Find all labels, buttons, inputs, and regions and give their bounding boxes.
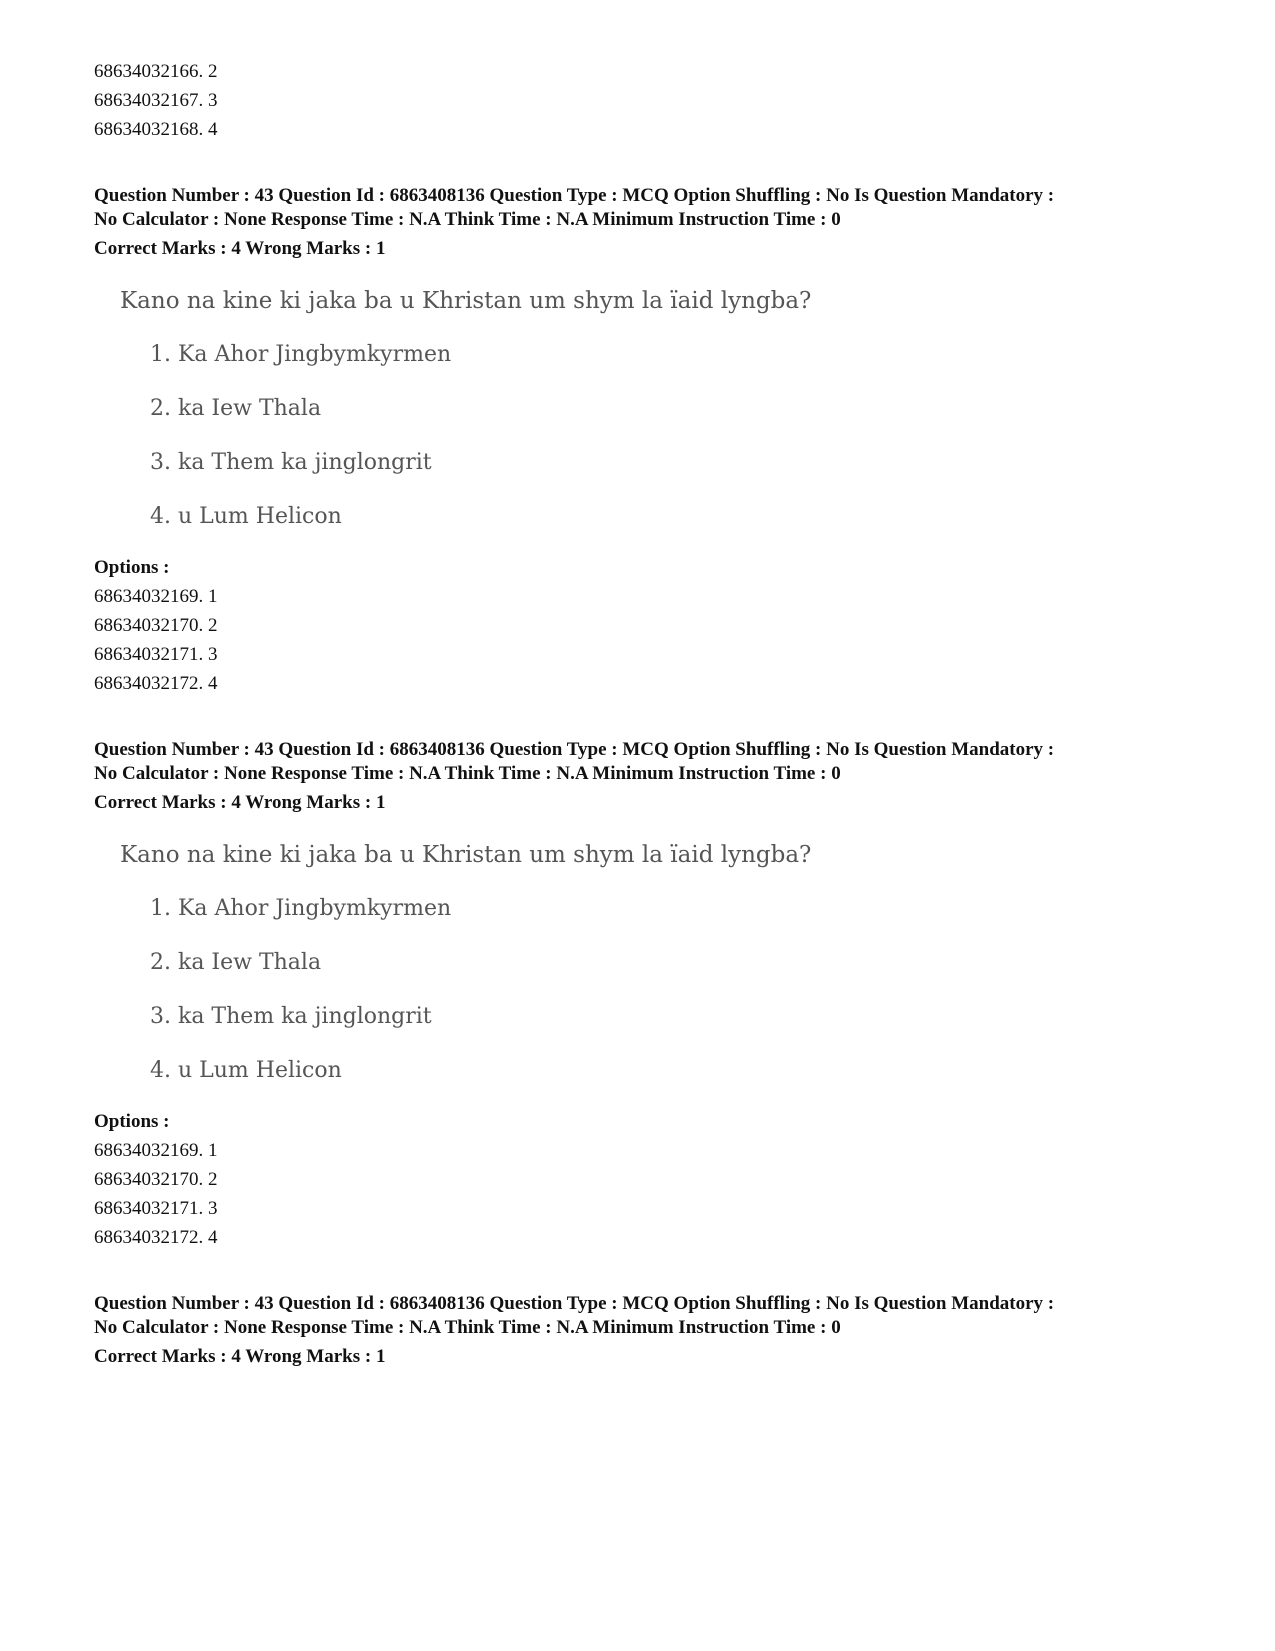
question-text: Kano na kine ki jaka ba u Khristan um shym la ïaid lyngba? xyxy=(120,288,812,314)
question-choice: 4. u Lum Helicon xyxy=(150,504,342,529)
question-meta xyxy=(94,1292,1214,1340)
question-image xyxy=(112,834,812,1086)
question-choice: 4. u Lum Helicon xyxy=(150,1058,342,1083)
question-meta xyxy=(94,738,1214,786)
question-choice: 2. ka Iew Thala xyxy=(150,950,322,975)
option-line: 68634032166. 2 xyxy=(94,61,218,82)
options-label: Options : xyxy=(94,557,170,578)
option-line: 68634032169. 1 xyxy=(94,586,218,607)
option-line: 68634032171. 3 xyxy=(94,644,218,665)
question-marks: Correct Marks : 4 Wrong Marks : 1 xyxy=(94,238,386,259)
question-meta-line: Question Number : 43 Question Id : 6863408136 Question Type : MCQ Option Shuffling : No Is Question Mandatory : xyxy=(94,739,1055,760)
option-line: 68634032168. 4 xyxy=(94,119,218,140)
option-line: 68634032172. 4 xyxy=(94,1227,218,1248)
question-meta-line: Question Number : 43 Question Id : 6863408136 Question Type : MCQ Option Shuffling : No Is Question Mandatory : xyxy=(94,1293,1055,1314)
question-image xyxy=(112,280,812,532)
question-choice: 1. Ka Ahor Jingbymkyrmen xyxy=(150,896,452,921)
question-text: Kano na kine ki jaka ba u Khristan um shym la ïaid lyngba? xyxy=(120,842,812,868)
option-line: 68634032170. 2 xyxy=(94,615,218,636)
question-meta-line: Question Number : 43 Question Id : 6863408136 Question Type : MCQ Option Shuffling : No Is Question Mandatory : xyxy=(94,185,1055,206)
question-meta-line: No Calculator : None Response Time : N.A Think Time : N.A Minimum Instruction Time : 0 xyxy=(94,763,841,784)
question-meta xyxy=(94,184,1214,232)
option-line: 68634032167. 3 xyxy=(94,90,218,111)
question-choice: 3. ka Them ka jinglongrit xyxy=(150,450,432,475)
option-line: 68634032172. 4 xyxy=(94,673,218,694)
option-line: 68634032170. 2 xyxy=(94,1169,218,1190)
option-line: 68634032171. 3 xyxy=(94,1198,218,1219)
question-choice: 3. ka Them ka jinglongrit xyxy=(150,1004,432,1029)
question-marks: Correct Marks : 4 Wrong Marks : 1 xyxy=(94,1346,386,1367)
options-label: Options : xyxy=(94,1111,170,1132)
question-marks: Correct Marks : 4 Wrong Marks : 1 xyxy=(94,792,386,813)
question-choice: 2. ka Iew Thala xyxy=(150,396,322,421)
question-meta-line: No Calculator : None Response Time : N.A Think Time : N.A Minimum Instruction Time : 0 xyxy=(94,1317,841,1338)
question-meta-line: No Calculator : None Response Time : N.A Think Time : N.A Minimum Instruction Time : 0 xyxy=(94,209,841,230)
question-choice: 1. Ka Ahor Jingbymkyrmen xyxy=(150,342,452,367)
option-line: 68634032169. 1 xyxy=(94,1140,218,1161)
